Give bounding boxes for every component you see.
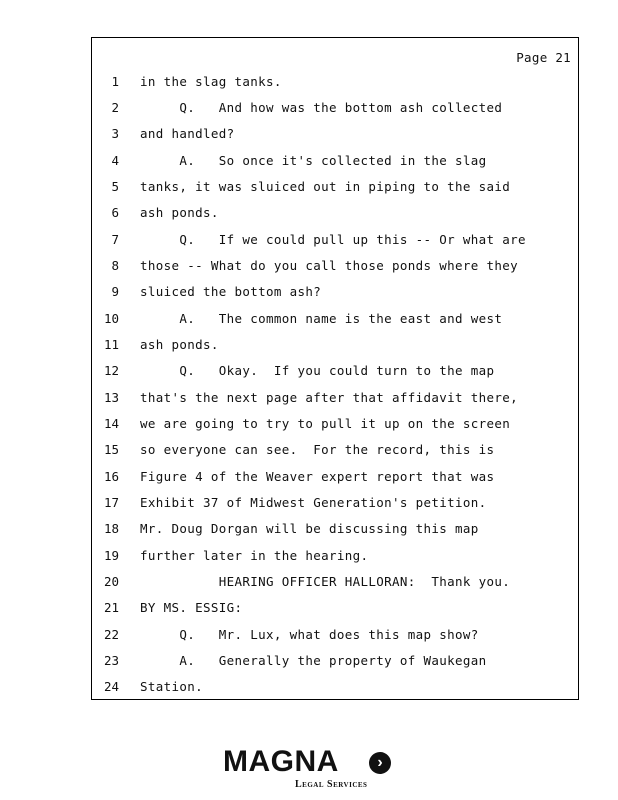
line-number: 10: [103, 311, 119, 326]
line-text: we are going to try to pull it up on the screen: [140, 416, 511, 431]
line-text: HEARING OFFICER HALLORAN: Thank you.: [140, 574, 511, 589]
transcript-line: [92, 311, 578, 329]
transcript-page: [91, 37, 579, 700]
magna-logo: [223, 745, 395, 793]
line-text: and handled?: [140, 126, 235, 141]
line-text: so everyone can see. For the record, this is: [140, 442, 495, 457]
transcript-line: [92, 205, 578, 223]
line-text: sluiced the bottom ash?: [140, 284, 322, 299]
line-text: A. The common name is the east and west: [140, 311, 503, 326]
transcript-line: [92, 442, 578, 460]
transcript-line: [92, 100, 578, 118]
transcript-line: [92, 258, 578, 276]
line-text: Station.: [140, 679, 204, 694]
transcript-line: [92, 284, 578, 302]
line-number: 2: [111, 100, 119, 115]
transcript-line: [92, 495, 578, 513]
transcript-line: [92, 521, 578, 539]
line-text: tanks, it was sluiced out in piping to the said: [140, 179, 511, 194]
transcript-line: [92, 600, 578, 618]
transcript-line: [92, 627, 578, 645]
line-text: those -- What do you call those ponds where they: [140, 258, 519, 273]
line-text: Figure 4 of the Weaver expert report that was: [140, 469, 495, 484]
transcript-line: [92, 74, 578, 92]
line-number: 15: [103, 442, 119, 457]
line-text: A. Generally the property of Waukegan: [140, 653, 487, 668]
line-text: in the slag tanks.: [140, 74, 282, 89]
line-number: 24: [103, 679, 119, 694]
line-number: 20: [103, 574, 119, 589]
transcript-line: [92, 416, 578, 434]
transcript-line: [92, 232, 578, 250]
line-text: Q. Mr. Lux, what does this map show?: [140, 627, 479, 642]
logo-subtitle: Legal Services: [295, 779, 368, 790]
line-text: Mr. Doug Dorgan will be discussing this map: [140, 521, 479, 536]
line-number: 17: [103, 495, 119, 510]
line-text: ash ponds.: [140, 205, 219, 220]
line-number: 21: [103, 600, 119, 615]
line-number: 7: [111, 232, 119, 247]
transcript-line: [92, 179, 578, 197]
transcript-line: [92, 653, 578, 671]
transcript-line: [92, 363, 578, 381]
line-text: Exhibit 37 of Midwest Generation's petition.: [140, 495, 487, 510]
line-number: 3: [111, 126, 119, 141]
line-number: 19: [103, 548, 119, 563]
line-number: 16: [103, 469, 119, 484]
transcript-line: [92, 126, 578, 144]
page-number: Page 21: [516, 50, 571, 65]
transcript-line: [92, 548, 578, 566]
line-text: Q. And how was the bottom ash collected: [140, 100, 503, 115]
transcript-line: [92, 574, 578, 592]
line-number: 8: [111, 258, 119, 273]
line-text: Q. Okay. If you could turn to the map: [140, 363, 495, 378]
line-text: that's the next page after that affidavit there,: [140, 390, 519, 405]
transcript-line: [92, 337, 578, 355]
transcript-line: [92, 390, 578, 408]
line-number: 13: [103, 390, 119, 405]
transcript-line: [92, 469, 578, 487]
line-number: 22: [103, 627, 119, 642]
line-number: 6: [111, 205, 119, 220]
line-number: 14: [103, 416, 119, 431]
line-number: 9: [111, 284, 119, 299]
line-number: 12: [103, 363, 119, 378]
logo-wordmark: MAGNA: [223, 745, 339, 778]
line-text: A. So once it's collected in the slag: [140, 153, 487, 168]
line-text: Q. If we could pull up this -- Or what are: [140, 232, 526, 247]
arrow-circle-icon: ›: [369, 752, 391, 774]
line-number: 23: [103, 653, 119, 668]
line-number: 11: [103, 337, 119, 352]
line-number: 18: [103, 521, 119, 536]
line-number: 1: [111, 74, 119, 89]
line-number: 4: [111, 153, 119, 168]
line-number: 5: [111, 179, 119, 194]
transcript-line: [92, 153, 578, 171]
transcript-line: [92, 679, 578, 697]
line-text: BY MS. ESSIG:: [140, 600, 243, 615]
line-text: ash ponds.: [140, 337, 219, 352]
line-text: further later in the hearing.: [140, 548, 369, 563]
